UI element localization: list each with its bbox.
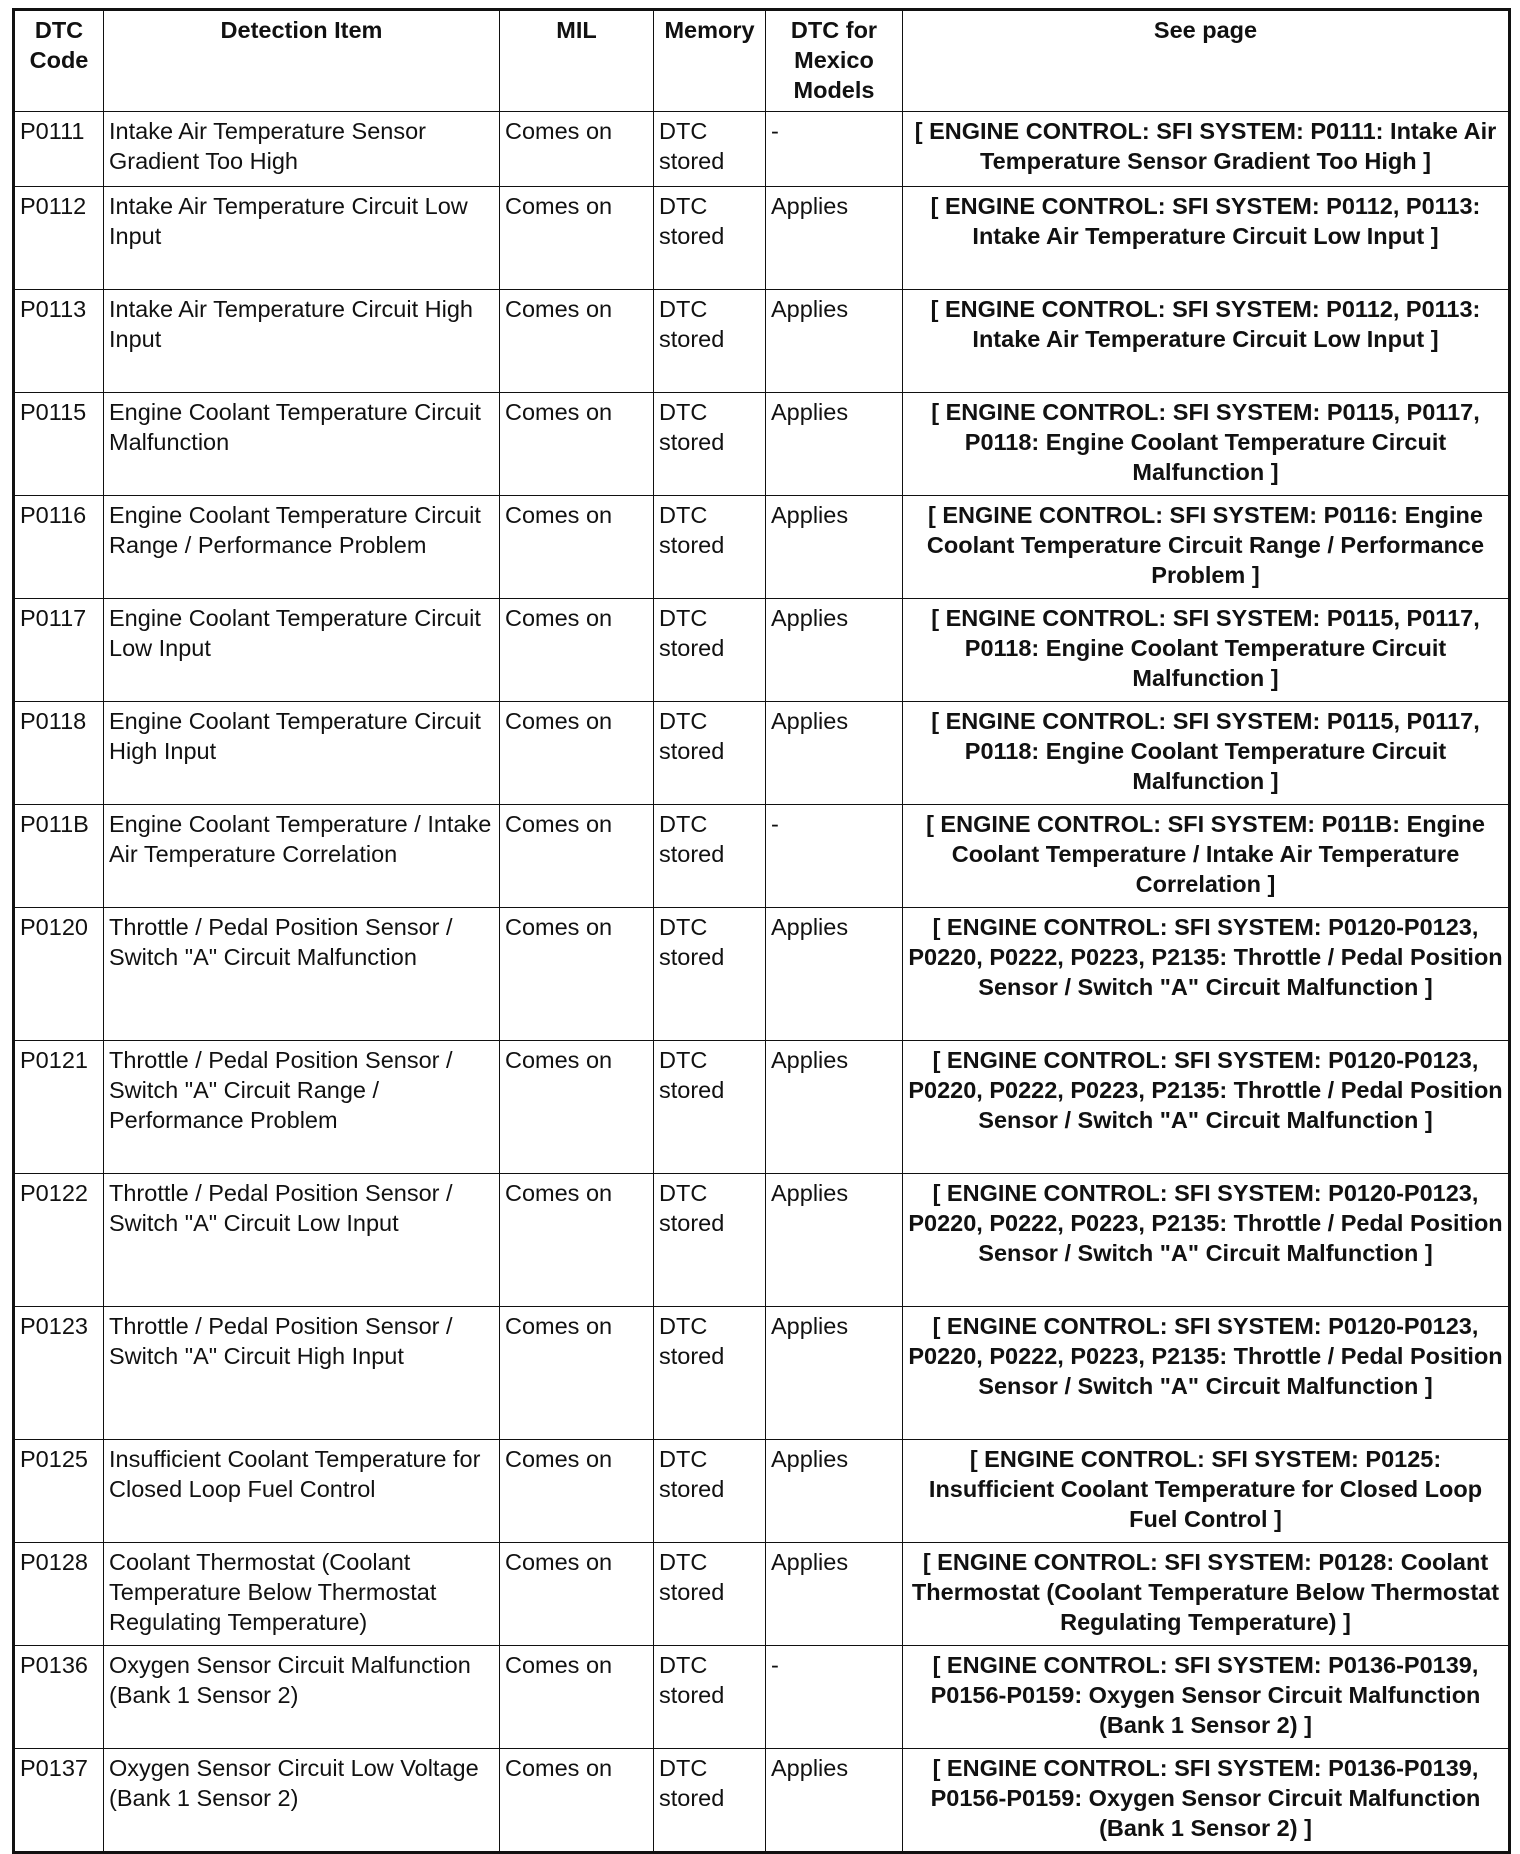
cell-memory: DTC stored [654, 805, 766, 908]
cell-mil: Comes on [500, 702, 654, 805]
cell-memory: DTC stored [654, 1749, 766, 1853]
cell-mil: Comes on [500, 1041, 654, 1174]
cell-see-page: [ ENGINE CONTROL: SFI SYSTEM: P0116: Engine Coolant Temperature Circuit Range / Performance Problem ] [903, 496, 1510, 599]
cell-mil: Comes on [500, 908, 654, 1041]
cell-see-page: [ ENGINE CONTROL: SFI SYSTEM: P0115, P0117, P0118: Engine Coolant Temperature Circuit Malfunction ] [903, 393, 1510, 496]
cell-dtc-mexico: Applies [766, 1749, 903, 1853]
header-mil: MIL [500, 10, 654, 112]
cell-dtc-mexico: Applies [766, 1174, 903, 1307]
cell-dtc-code: P0118 [14, 702, 104, 805]
cell-detection-item: Engine Coolant Temperature Circuit High Input [104, 702, 500, 805]
cell-see-page: [ ENGINE CONTROL: SFI SYSTEM: P0120-P0123, P0220, P0222, P0223, P2135: Throttle / Pedal Position Sensor / Switch "A" Circuit Malfunction ] [903, 1307, 1510, 1440]
cell-dtc-mexico: Applies [766, 702, 903, 805]
cell-see-page: [ ENGINE CONTROL: SFI SYSTEM: P011B: Engine Coolant Temperature / Intake Air Temperature Correlation ] [903, 805, 1510, 908]
table-row [14, 393, 1510, 496]
cell-memory: DTC stored [654, 112, 766, 187]
header-detection-item: Detection Item [104, 10, 500, 112]
cell-detection-item: Insufficient Coolant Temperature for Closed Loop Fuel Control [104, 1440, 500, 1543]
cell-dtc-mexico: Applies [766, 290, 903, 393]
cell-memory: DTC stored [654, 908, 766, 1041]
dtc-table [12, 8, 1511, 1854]
cell-dtc-mexico: Applies [766, 1307, 903, 1440]
cell-mil: Comes on [500, 1174, 654, 1307]
cell-mil: Comes on [500, 496, 654, 599]
table-row [14, 805, 1510, 908]
cell-dtc-code: P0111 [14, 112, 104, 187]
cell-dtc-mexico: Applies [766, 1543, 903, 1646]
cell-memory: DTC stored [654, 1543, 766, 1646]
cell-detection-item: Throttle / Pedal Position Sensor / Switch "A" Circuit Low Input [104, 1174, 500, 1307]
table-row [14, 1749, 1510, 1853]
cell-memory: DTC stored [654, 290, 766, 393]
cell-see-page: [ ENGINE CONTROL: SFI SYSTEM: P0128: Coolant Thermostat (Coolant Temperature Below Thermostat Regulating Temperature) ] [903, 1543, 1510, 1646]
cell-memory: DTC stored [654, 1041, 766, 1174]
cell-memory: DTC stored [654, 1440, 766, 1543]
cell-dtc-mexico: - [766, 805, 903, 908]
cell-detection-item: Engine Coolant Temperature Circuit Range / Performance Problem [104, 496, 500, 599]
table-body [14, 112, 1510, 1853]
cell-dtc-code: P0123 [14, 1307, 104, 1440]
cell-detection-item: Engine Coolant Temperature Circuit Low Input [104, 599, 500, 702]
cell-see-page: [ ENGINE CONTROL: SFI SYSTEM: P0120-P0123, P0220, P0222, P0223, P2135: Throttle / Pedal Position Sensor / Switch "A" Circuit Malfunction ] [903, 908, 1510, 1041]
cell-mil: Comes on [500, 1307, 654, 1440]
table-row [14, 702, 1510, 805]
cell-mil: Comes on [500, 805, 654, 908]
cell-see-page: [ ENGINE CONTROL: SFI SYSTEM: P0115, P0117, P0118: Engine Coolant Temperature Circuit Malfunction ] [903, 702, 1510, 805]
header-dtc-code: DTC Code [14, 10, 104, 112]
cell-dtc-mexico: Applies [766, 393, 903, 496]
cell-dtc-mexico: Applies [766, 1041, 903, 1174]
cell-see-page: [ ENGINE CONTROL: SFI SYSTEM: P0112, P0113: Intake Air Temperature Circuit Low Input ] [903, 290, 1510, 393]
cell-mil: Comes on [500, 1646, 654, 1749]
cell-see-page: [ ENGINE CONTROL: SFI SYSTEM: P0115, P0117, P0118: Engine Coolant Temperature Circuit Malfunction ] [903, 599, 1510, 702]
cell-see-page: [ ENGINE CONTROL: SFI SYSTEM: P0136-P0139, P0156-P0159: Oxygen Sensor Circuit Malfunction (Bank 1 Sensor 2) ] [903, 1749, 1510, 1853]
cell-mil: Comes on [500, 1543, 654, 1646]
cell-detection-item: Engine Coolant Temperature Circuit Malfunction [104, 393, 500, 496]
cell-mil: Comes on [500, 599, 654, 702]
cell-mil: Comes on [500, 1749, 654, 1853]
cell-dtc-code: P0112 [14, 187, 104, 290]
header-memory: Memory [654, 10, 766, 112]
cell-mil: Comes on [500, 1440, 654, 1543]
cell-dtc-code: P0115 [14, 393, 104, 496]
header-row [14, 10, 1510, 112]
cell-dtc-code: P0137 [14, 1749, 104, 1853]
cell-dtc-mexico: - [766, 1646, 903, 1749]
cell-see-page: [ ENGINE CONTROL: SFI SYSTEM: P0112, P0113: Intake Air Temperature Circuit Low Input ] [903, 187, 1510, 290]
cell-dtc-code: P0122 [14, 1174, 104, 1307]
cell-dtc-code: P0120 [14, 908, 104, 1041]
header-dtc-mexico: DTC for Mexico Models [766, 10, 903, 112]
cell-detection-item: Oxygen Sensor Circuit Malfunction (Bank 1 Sensor 2) [104, 1646, 500, 1749]
cell-dtc-mexico: Applies [766, 1440, 903, 1543]
cell-detection-item: Intake Air Temperature Circuit High Input [104, 290, 500, 393]
cell-memory: DTC stored [654, 1307, 766, 1440]
cell-detection-item: Coolant Thermostat (Coolant Temperature Below Thermostat Regulating Temperature) [104, 1543, 500, 1646]
cell-dtc-code: P0113 [14, 290, 104, 393]
cell-dtc-code: P0125 [14, 1440, 104, 1543]
table-row [14, 1174, 1510, 1307]
header-see-page: See page [903, 10, 1510, 112]
cell-mil: Comes on [500, 187, 654, 290]
cell-detection-item: Oxygen Sensor Circuit Low Voltage (Bank 1 Sensor 2) [104, 1749, 500, 1853]
cell-see-page: [ ENGINE CONTROL: SFI SYSTEM: P0111: Intake Air Temperature Sensor Gradient Too High ] [903, 112, 1510, 187]
table-row [14, 1041, 1510, 1174]
cell-memory: DTC stored [654, 187, 766, 290]
cell-see-page: [ ENGINE CONTROL: SFI SYSTEM: P0120-P0123, P0220, P0222, P0223, P2135: Throttle / Pedal Position Sensor / Switch "A" Circuit Malfunction ] [903, 1174, 1510, 1307]
cell-detection-item: Throttle / Pedal Position Sensor / Switch "A" Circuit High Input [104, 1307, 500, 1440]
table-row [14, 496, 1510, 599]
cell-dtc-code: P0128 [14, 1543, 104, 1646]
cell-see-page: [ ENGINE CONTROL: SFI SYSTEM: P0136-P0139, P0156-P0159: Oxygen Sensor Circuit Malfunction (Bank 1 Sensor 2) ] [903, 1646, 1510, 1749]
cell-dtc-mexico: - [766, 112, 903, 187]
table-row [14, 1307, 1510, 1440]
table-row [14, 112, 1510, 187]
cell-memory: DTC stored [654, 1646, 766, 1749]
cell-memory: DTC stored [654, 393, 766, 496]
cell-see-page: [ ENGINE CONTROL: SFI SYSTEM: P0125: Insufficient Coolant Temperature for Closed Loop Fuel Control ] [903, 1440, 1510, 1543]
cell-dtc-code: P011B [14, 805, 104, 908]
cell-memory: DTC stored [654, 702, 766, 805]
cell-detection-item: Throttle / Pedal Position Sensor / Switch "A" Circuit Range / Performance Problem [104, 1041, 500, 1174]
cell-mil: Comes on [500, 290, 654, 393]
cell-memory: DTC stored [654, 1174, 766, 1307]
cell-detection-item: Intake Air Temperature Sensor Gradient Too High [104, 112, 500, 187]
cell-dtc-mexico: Applies [766, 496, 903, 599]
table-row [14, 1543, 1510, 1646]
cell-detection-item: Engine Coolant Temperature / Intake Air Temperature Correlation [104, 805, 500, 908]
cell-see-page: [ ENGINE CONTROL: SFI SYSTEM: P0120-P0123, P0220, P0222, P0223, P2135: Throttle / Pedal Position Sensor / Switch "A" Circuit Malfunction ] [903, 1041, 1510, 1174]
table-header [14, 10, 1510, 112]
cell-mil: Comes on [500, 393, 654, 496]
table-row [14, 187, 1510, 290]
cell-dtc-code: P0116 [14, 496, 104, 599]
cell-dtc-mexico: Applies [766, 908, 903, 1041]
table-row [14, 599, 1510, 702]
cell-detection-item: Throttle / Pedal Position Sensor / Switch "A" Circuit Malfunction [104, 908, 500, 1041]
table-row [14, 908, 1510, 1041]
table-row [14, 290, 1510, 393]
cell-dtc-code: P0136 [14, 1646, 104, 1749]
cell-memory: DTC stored [654, 496, 766, 599]
cell-dtc-code: P0117 [14, 599, 104, 702]
cell-dtc-mexico: Applies [766, 187, 903, 290]
cell-dtc-mexico: Applies [766, 599, 903, 702]
cell-detection-item: Intake Air Temperature Circuit Low Input [104, 187, 500, 290]
table-row [14, 1646, 1510, 1749]
cell-mil: Comes on [500, 112, 654, 187]
table-row [14, 1440, 1510, 1543]
cell-dtc-code: P0121 [14, 1041, 104, 1174]
cell-memory: DTC stored [654, 599, 766, 702]
